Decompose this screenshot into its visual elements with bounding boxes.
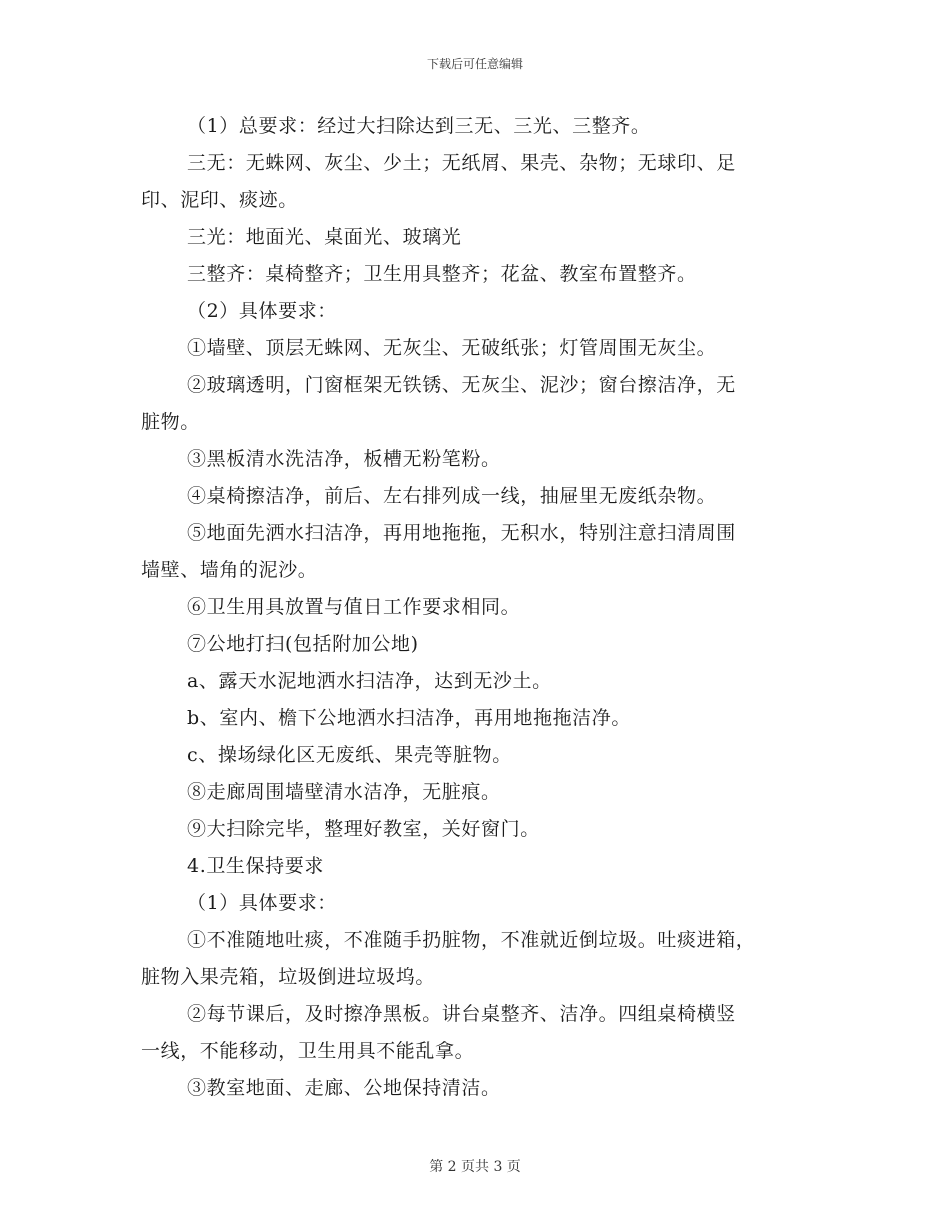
paragraph-line: 三整齐：桌椅整齐；卫生用具整齐；花盆、教室布置整齐。 (187, 263, 697, 285)
paragraph-line: 印、泥印、痰迹。 (141, 189, 298, 211)
paragraph-line: ②玻璃透明，门窗框架无铁锈、无灰尘、泥沙；窗台擦洁净，无 (187, 374, 736, 396)
paragraph-line: ⑦公地打扫(包括附加公地) (187, 633, 419, 655)
page-footer: 第 2 页共 3 页 (429, 1159, 521, 1175)
document-body (141, 108, 813, 1107)
paragraph-line: ⑤地面先洒水扫洁净，再用地拖拖，无积水，特别注意扫清周围 (187, 522, 736, 544)
paragraph-line: （1）总要求：经过大扫除达到三无、三光、三整齐。 (187, 115, 651, 137)
paragraph-line: ⑨大扫除完毕，整理好教室，关好窗门。 (187, 818, 540, 840)
paragraph-line: 脏物入果壳箱，垃圾倒进垃圾坞。 (141, 966, 436, 988)
paragraph-line: ④桌椅擦洁净，前后、左右排列成一线，抽屉里无废纸杂物。 (187, 485, 717, 507)
paragraph-line: 一线，不能移动，卫生用具不能乱拿。 (141, 1040, 475, 1062)
paragraph-line: ③教室地面、走廊、公地保持清洁。 (187, 1077, 501, 1099)
section-heading: 4.卫生保持要求 (187, 855, 324, 877)
paragraph-line: c、操场绿化区无废纸、果壳等脏物。 (187, 744, 512, 766)
paragraph-line: 三光：地面光、桌面光、玻璃光 (187, 226, 462, 248)
paragraph-line: ①墙壁、顶层无蛛网、无灰尘、无破纸张；灯管周围无灰尘。 (187, 337, 717, 359)
paragraph-line: ③黑板清水洗洁净，板槽无粉笔粉。 (187, 448, 501, 470)
paragraph-line: ②每节课后，及时擦净黑板。讲台桌整齐、洁净。四组桌椅横竖 (187, 1003, 736, 1025)
paragraph-line: （1）具体要求： (187, 892, 337, 914)
page-header: 下载后可任意编辑 (426, 57, 523, 71)
paragraph-line: （2）具体要求： (187, 300, 337, 322)
paragraph-line: ⑧走廊周围墙壁清水洁净，无脏痕。 (187, 781, 501, 803)
paragraph-line: 三无：无蛛网、灰尘、少土；无纸屑、果壳、杂物；无球印、足 (187, 152, 736, 174)
paragraph-line: ⑥卫生用具放置与值日工作要求相同。 (187, 596, 521, 618)
paragraph-line: 脏物。 (141, 411, 200, 433)
paragraph-line: ①不准随地吐痰，不准随手扔脏物，不准就近倒垃圾。吐痰进箱， (187, 929, 756, 951)
paragraph-line: a、露天水泥地洒水扫洁净，达到无沙土。 (187, 670, 552, 692)
paragraph-line: b、室内、檐下公地洒水扫洁净，再用地拖拖洁净。 (187, 707, 631, 729)
paragraph-line: 墙壁、墙角的泥沙。 (141, 559, 318, 581)
